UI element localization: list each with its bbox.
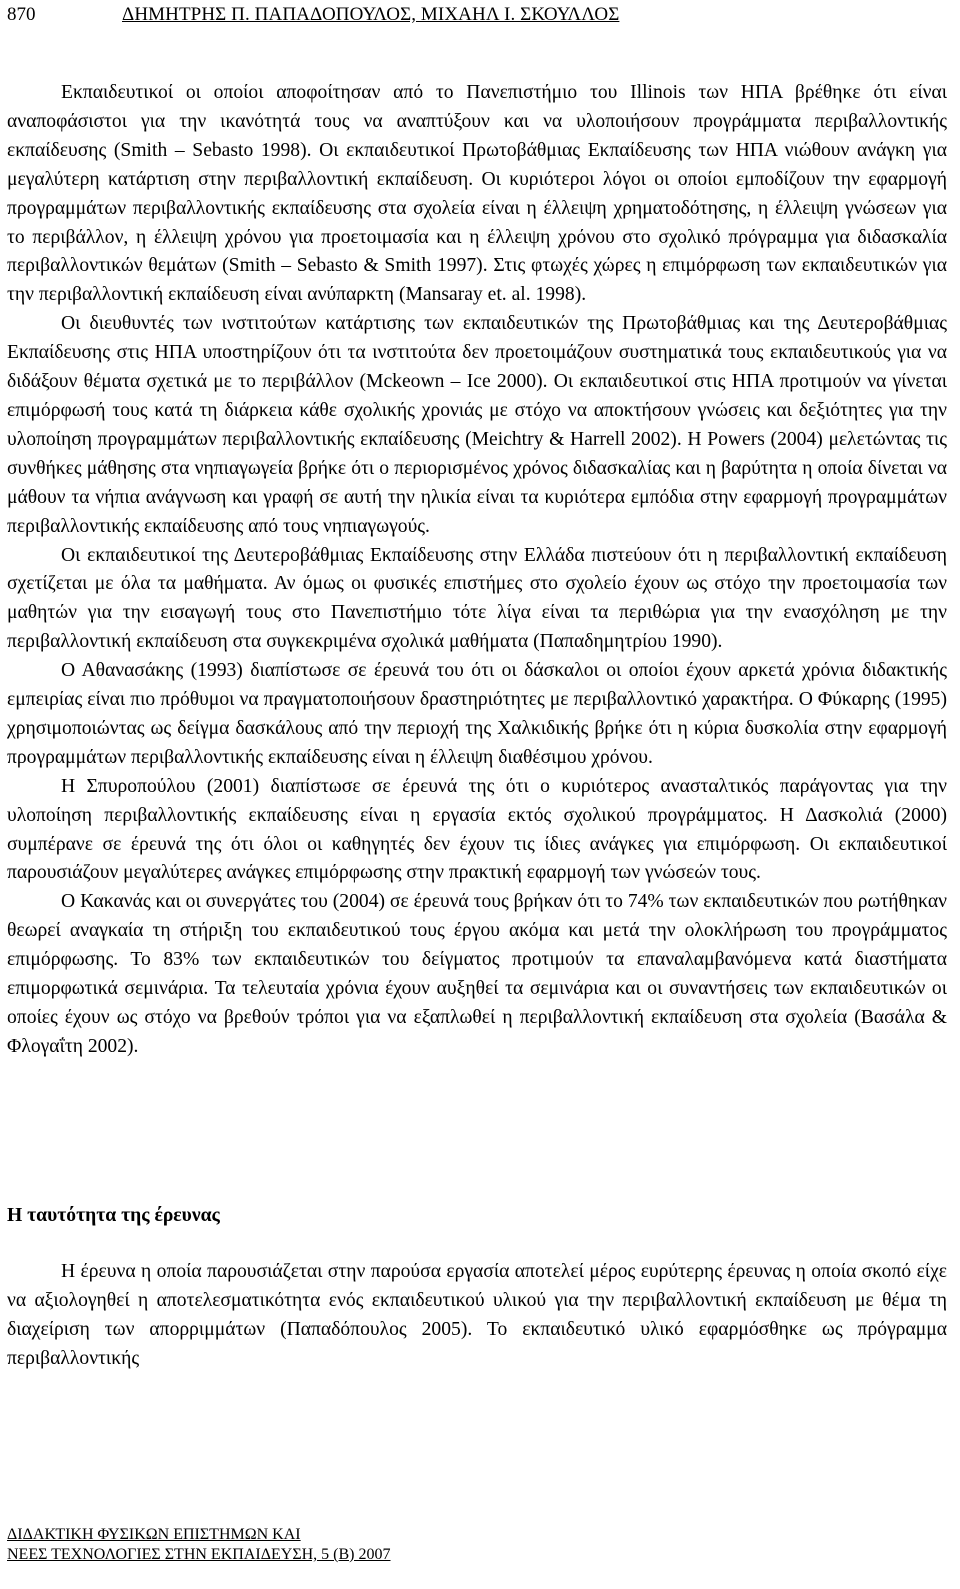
paragraph-3: Οι εκπαιδευτικοί της Δευτεροβάθμιας Εκπαίδευσης στην Ελλάδα πιστεύουν ότι η περιβαλλοντική εκπαίδευση σχετίζεται με όλα τα μαθήματα. Αν όμως οι φυσικές επιστήμες στο σχολείο έχουν ως στόχο την προετοιμασία των μαθητών για την εισαγωγή τους στο Πανεπιστήμιο τότε λίγα είναι τα περιθώρια για την ενασχόληση με την περιβαλλοντική εκπαίδευση στα συγκεκριμένα σχολικά μαθήματα (Παπαδημητρίου 1990).: [7, 544, 947, 653]
page-footer: [7, 1525, 391, 1565]
running-head-authors: ΔΗΜΗΤΡΗΣ Π. ΠΑΠΑΔΟΠΟΥΛΟΣ, ΜΙΧΑΗΛ Ι. ΣΚΟΥΛΛΟΣ: [122, 4, 620, 25]
paragraph-4: Ο Αθανασάκης (1993) διαπίστωσε σε έρευνά του ότι οι δάσκαλοι οι οποίοι έχουν αρκετά χρόνια διδακτικής εμπειρίας είναι πιο πρόθυμοι να πραγματοποιήσουν δραστηριότητες με περιβαλλοντικό χαρακτήρα. Ο Φύκαρης (1995) χρησιμοποιώντας ως δείγμα δασκάλους από την περιοχή της Χαλκιδικής βρήκε ότι η κύρια δυσκολία στην εφαρμογή προγραμμάτων περιβαλλοντικής εκπαίδευσης είναι η έλλειψη διαθέσιμου χρόνου.: [7, 660, 947, 768]
section-heading: Η ταυτότητα της έρευνας: [7, 1205, 220, 1226]
section-paragraph: Η έρευνα η οποία παρουσιάζεται στην παρούσα εργασία αποτελεί μέρος ευρύτερης έρευνας η οποία σκοπό είχε να αξιολογηθεί η αποτελεσματικότητα ενός εκπαιδευτικού υλικού για την περιβαλλοντική εκπαίδευση με θέμα τη διαχείριση των απορριμμάτων (Παπαδόπουλος 2005). Το εκπαιδευτικό υλικό εφαρμόσθηκε ως πρόγραμμα περιβαλλοντικής: [7, 1261, 947, 1369]
page-number: 870: [7, 4, 36, 25]
footer-journal-line-1: ΔΙΔΑΚΤΙΚΗ ΦΥΣΙΚΩΝ ΕΠΙΣΤΗΜΩΝ ΚΑΙ: [7, 1526, 301, 1543]
paragraph-6: Ο Κακανάς και οι συνεργάτες του (2004) σε έρευνά τους βρήκαν ότι το 74% των εκπαιδευτικών που ρωτήθηκαν θεωρεί αναγκαία τη στήριξη του εκπαιδευτικού τους έργου ακόμα και μετά την ολοκλήρωση του προγράμματος επιμόρφωσης. Το 83% των εκπαιδευτικών του δείγματος προτιμούν τα επαναλαμβανόμενα κατά διαστήματα επιμορφωτικά σεμινάρια. Τα τελευταία χρόνια έχουν αυξηθεί τα σεμινάρια και οι συναντήσεις των εκπαιδευτικών οι οποίες έχουν ως στόχο να βρεθούν τρόποι για να εξαπλωθεί η περιβαλλοντική εκπαίδευση στα σχολεία (Βασάλα & Φλογαΐτη 2002).: [7, 891, 947, 1057]
footer-journal-line-2: ΝΕΕΣ ΤΕΧΝΟΛΟΓΙΕΣ ΣΤΗΝ ΕΚΠΑΙΔΕΥΣΗ, 5 (Β) 2007: [7, 1546, 391, 1563]
page-header: [7, 2, 947, 28]
paragraph-2: Οι διευθυντές των ινστιτούτων κατάρτισης των εκπαιδευτικών της Πρωτοβάθμιας και της Δευτεροβάθμιας Εκπαίδευσης στις ΗΠΑ υποστηρίζουν ότι τα ινστιτούτα δεν προετοιμάζουν συστηματικά τους εκπαιδευτικούς για να διδάξουν θέματα σχετικά με το περιβάλλον (Mckeown – Ice 2000). Οι εκπαιδευτικοί στις ΗΠΑ προτιμούν να γίνεται επιμόρφωσή τους κατά τη διάρκεια κάθε σχολικής χρονιάς με στόχο να αποκτήσουν γνώσεις και δεξιότητες για την υλοποίηση προγραμμάτων περιβαλλοντικής εκπαίδευσης (Meichtry & Harrell 2002). Η Powers (2004) μελετώντας τις συνθήκες μάθησης στα νηπιαγωγεία βρήκε ότι ο περιορισμένος χρόνος διδασκαλίας και η βαρύτητα η οποία δίνεται να μάθουν τα νήπια ανάγνωση και γραφή σε αυτή την ηλικία είναι τα κυριότερα εμπόδια στην εφαρμογή προγραμμάτων περιβαλλοντικής εκπαίδευσης από τους νηπιαγωγούς.: [7, 313, 947, 537]
paragraph-5: Η Σπυροπούλου (2001) διαπίστωσε σε έρευνά της ότι ο κυριότερος ανασταλτικός παράγοντας για την υλοποίηση περιβαλλοντικής εκπαίδευσης είναι η εργασία εκτός σχολικού προγράμματος. Η Δασκολιά (2000) συμπέρανε σε έρευνά της ότι όλοι οι καθηγητές δεν έχουν τις ίδιες ανάγκες για επιμόρφωση. Οι εκπαιδευτικοί παρουσιάζουν μεγαλύτερες ανάγκες επιμόρφωσης στην πρακτική εφαρμογή των γνώσεών τους.: [7, 775, 947, 884]
paragraph-1: Εκπαιδευτικοί οι οποίοι αποφοίτησαν από το Πανεπιστήμιο του Illinois των ΗΠΑ βρέθηκε ότι είναι αναποφάσιστοι για την ικανότητά τους να αναπτύξουν και να υλοποιήσουν προγράμματα περιβαλλοντικής εκπαίδευσης (Smith – Sebasto 1998). Οι εκπαιδευτικοί Πρωτοβάθμιας Εκπαίδευσης των ΗΠΑ νιώθουν ανάγκη για μεγαλύτερη κατάρτιση στην περιβαλλοντική εκπαίδευση. Οι κυριότεροι λόγοι οι οποίοι εμποδίζουν την εφαρμογή προγραμμάτων περιβαλλοντικής εκπαίδευσης στα σχολεία είναι η έλλειψη χρηματοδότησης, η έλλειψη γνώσεων για το περιβάλλον, η έλλειψη χρόνου για προετοιμασία και η έλλειψη χρόνου στο σχολικό πρόγραμμα για διδασκαλία περιβαλλοντικών θεμάτων (Smith – Sebasto & Smith 1997). Στις φτωχές χώρες η επιμόρφωση των εκπαιδευτικών για την περιβαλλοντική εκπαίδευση είναι ανύπαρκτη (Mansaray et. al. 1998).: [7, 82, 947, 306]
body-text: [7, 79, 947, 1062]
